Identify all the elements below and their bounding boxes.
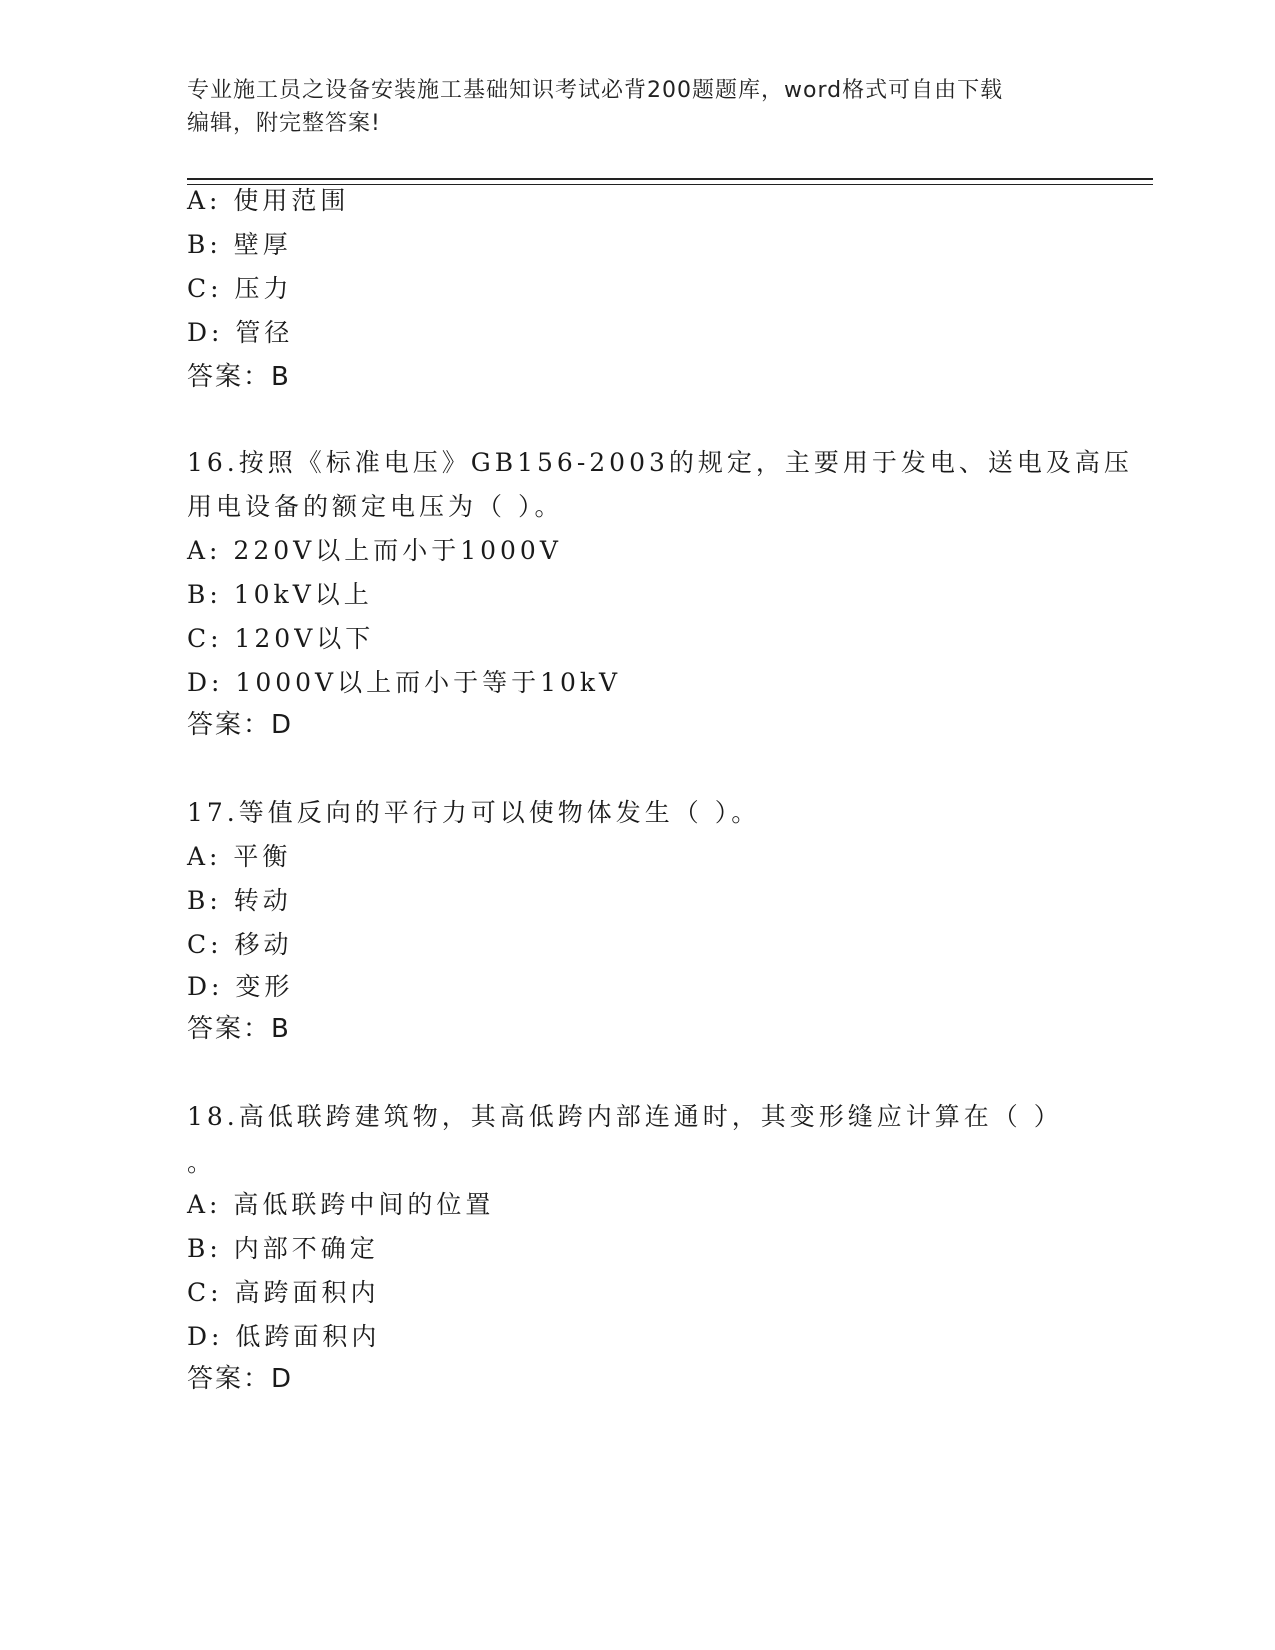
q16-option-c: C: 120V以下 bbox=[187, 624, 375, 653]
document-header bbox=[187, 74, 1087, 140]
q15-option-d: D: 管径 bbox=[187, 318, 294, 347]
q18-option-d: D: 低跨面积内 bbox=[187, 1322, 381, 1351]
q16-option-a: A: 220V以上而小于1000V bbox=[187, 536, 562, 565]
q17-option-a: A: 平衡 bbox=[187, 842, 292, 871]
q18-option-a: A: 高低联跨中间的位置 bbox=[187, 1190, 495, 1219]
q15-answer: 答案：B bbox=[187, 362, 291, 392]
q18-stem-line-2: 。 bbox=[187, 1148, 217, 1177]
header-title-line-2: 编辑，附完整答案! bbox=[187, 111, 381, 136]
q16-option-d: D: 1000V以上而小于等于10kV bbox=[187, 668, 622, 697]
q15-option-a: A: 使用范围 bbox=[187, 186, 350, 215]
q17-answer: 答案：B bbox=[187, 1014, 291, 1044]
q17-option-b: B: 转动 bbox=[187, 886, 292, 915]
header-divider-thick bbox=[187, 178, 1153, 180]
q16-option-b: B: 10kV以上 bbox=[187, 580, 373, 609]
q17-stem-line-1: 17.等值反向的平行力可以使物体发生（ ）。 bbox=[187, 798, 761, 827]
q15-option-b: B: 壁厚 bbox=[187, 230, 292, 259]
q18-option-c: C: 高跨面积内 bbox=[187, 1278, 380, 1307]
q17-option-d: D: 变形 bbox=[187, 972, 294, 1001]
header-title-line-1: 专业施工员之设备安装施工基础知识考试必背200题题库，word格式可自由下载 bbox=[187, 78, 1004, 103]
q18-answer: 答案：D bbox=[187, 1364, 294, 1394]
q15-option-c: C: 压力 bbox=[187, 274, 293, 303]
q16-answer: 答案：D bbox=[187, 710, 294, 740]
q18-stem-line-1: 18.高低联跨建筑物，其高低跨内部连通时，其变形缝应计算在（ ） bbox=[187, 1102, 1063, 1131]
q18-option-b: B: 内部不确定 bbox=[187, 1234, 379, 1263]
q16-stem-line-2: 用电设备的额定电压为（ ）。 bbox=[187, 492, 564, 521]
q16-stem-line-1: 16.按照《标准电压》GB156-2003的规定，主要用于发电、送电及高压 bbox=[187, 448, 1133, 477]
q17-option-c: C: 移动 bbox=[187, 930, 293, 959]
